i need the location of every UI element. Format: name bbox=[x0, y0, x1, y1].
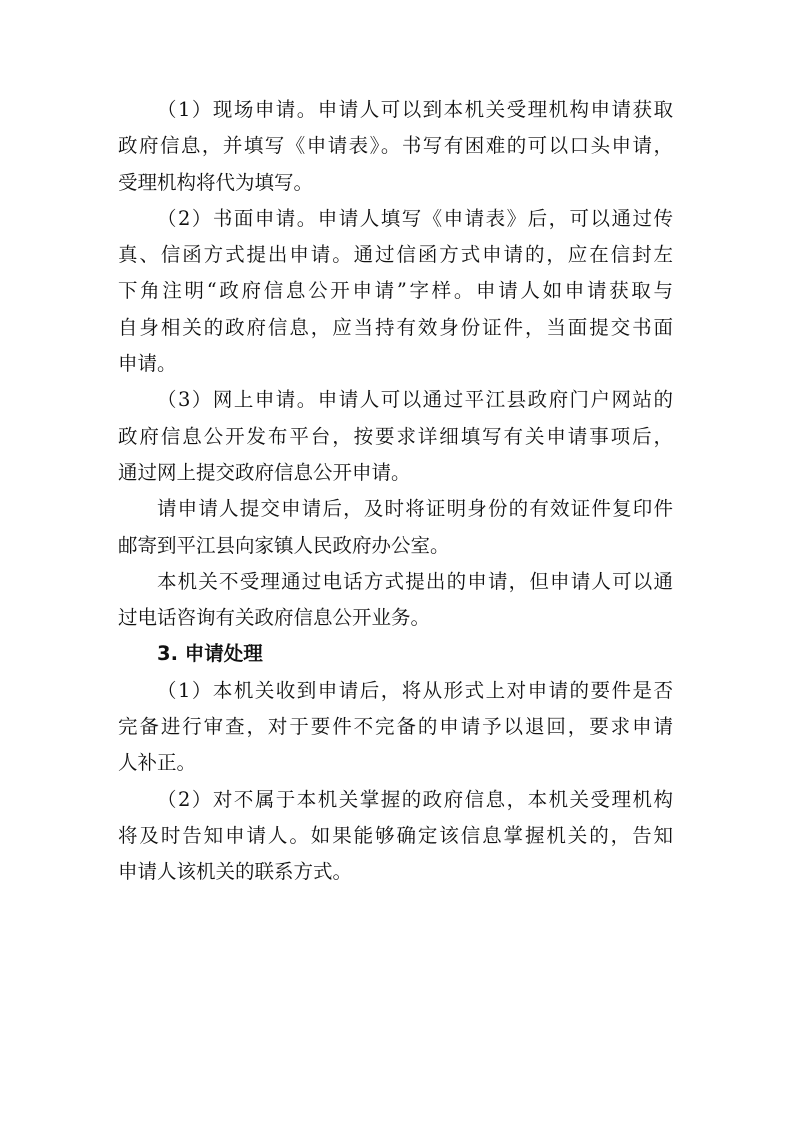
text-line: 本机关不受理通过电话方式提出的申请，但申请人可以通 bbox=[157, 569, 673, 593]
text-line: （2）对不属于本机关掌握的政府信息，本机关受理机构 bbox=[157, 787, 673, 811]
paragraph-not-held-information bbox=[118, 782, 673, 891]
section-heading: 3. 申请处理 bbox=[157, 642, 263, 666]
text-line: 申请人该机关的联系方式。 bbox=[118, 860, 353, 884]
paragraph-formal-review bbox=[118, 673, 673, 782]
text-line: 政府信息，并填写《申请表》。书写有困难的可以口头申请， bbox=[118, 134, 673, 158]
text-line: 下角注明“政府信息公开申请”字样。申请人如申请获取与 bbox=[118, 279, 673, 303]
text-line: 过电话咨询有关政府信息公开业务。 bbox=[118, 606, 431, 630]
text-line: 邮寄到平江县向家镇人民政府办公室。 bbox=[118, 533, 450, 557]
text-line: 将及时告知申请人。如果能够确定该信息掌握机关的，告知 bbox=[118, 823, 673, 847]
paragraph-onsite-application bbox=[118, 92, 673, 201]
text-line: 申请。 bbox=[118, 352, 177, 376]
paragraph-no-phone-application bbox=[118, 564, 673, 637]
text-line: 自身相关的政府信息，应当持有效身份证件，当面提交书面 bbox=[118, 315, 673, 339]
text-line: 真、信函方式提出申请。通过信函方式申请的，应在信封左 bbox=[118, 243, 673, 267]
text-line: （3）网上申请。申请人可以通过平江县政府门户网站的 bbox=[157, 388, 673, 412]
text-line: 请申请人提交申请后，及时将证明身份的有效证件复印件 bbox=[157, 497, 673, 521]
text-line: 完备进行审查，对于要件不完备的申请予以退回，要求申请 bbox=[118, 715, 673, 739]
text-line: （2）书面申请。申请人填写《申请表》后，可以通过传 bbox=[157, 206, 673, 230]
paragraph-written-application bbox=[118, 201, 673, 382]
text-line: （1）现场申请。申请人可以到本机关受理机构申请获取 bbox=[157, 98, 673, 121]
text-line: 通过网上提交政府信息公开申请。 bbox=[118, 460, 411, 484]
paragraph-mail-id-copy bbox=[118, 491, 673, 564]
text-line: 政府信息公开发布平台，按要求详细填写有关申请事项后， bbox=[118, 424, 673, 448]
paragraph-online-application bbox=[118, 382, 673, 491]
text-line: 受理机构将代为填写。 bbox=[118, 170, 314, 194]
text-line: （1）本机关收到申请后，将从形式上对申请的要件是否 bbox=[157, 678, 673, 702]
text-line: 人补正。 bbox=[118, 751, 197, 775]
